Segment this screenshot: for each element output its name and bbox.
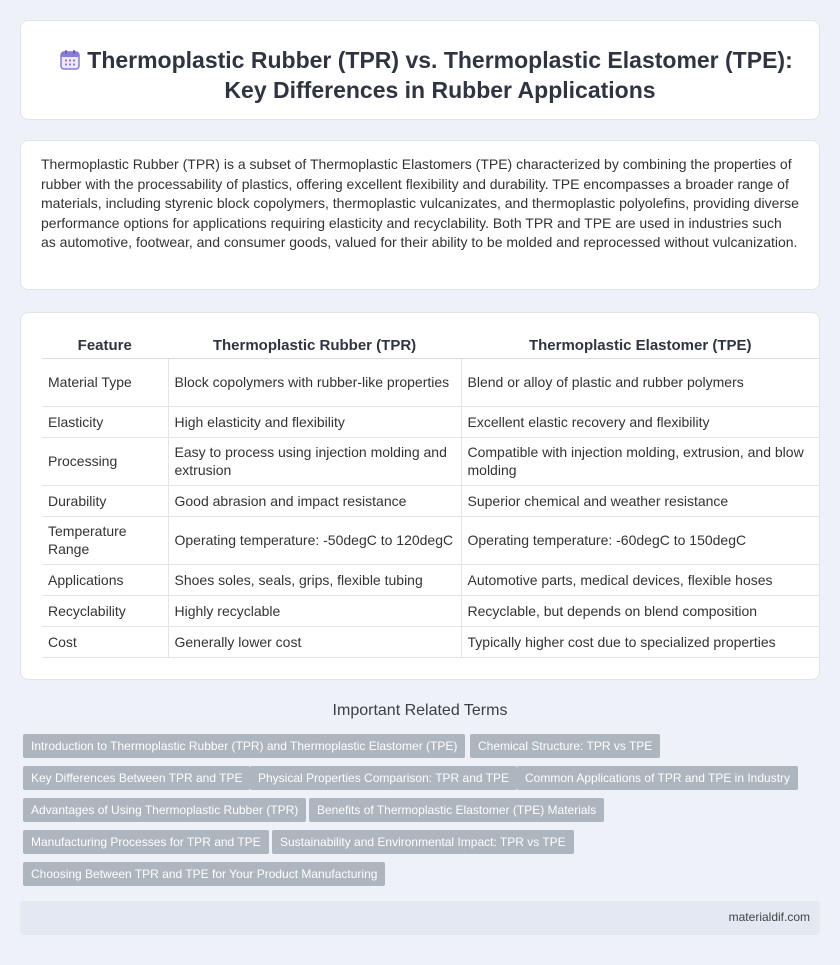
cell-tpe: Blend or alloy of plastic and rubber polymers [461,358,819,406]
comparison-table-card [20,312,820,680]
cell-tpr: Shoes soles, seals, grips, flexible tubing [168,564,461,595]
related-tag[interactable]: Manufacturing Processes for TPR and TPE [23,830,269,854]
table-header-row [42,333,819,358]
intro-paragraph: Thermoplastic Rubber (TPR) is a subset of Thermoplastic Elastomers (TPE) characterized by combining the properties of rubber with the processability of plastics, offering excellent flexibility and durability. TPE encompasses a broader range of materials, including styrenic block copolymers, thermoplastic vulcanizates, and thermoplastic polyolefins, providing diverse performance options for applications requiring elasticity and recyclability. Both TPR and TPE are used in industries such as automotive, footwear, and consumer goods, valued for their ability to be molded and reprocessed without vulcanization. [41,156,799,251]
cell-tpe: Recyclable, but depends on blend composition [461,595,819,626]
table-row [42,626,819,657]
cell-tpr: Easy to process using injection molding and extrusion [168,437,461,485]
cell-tpr: High elasticity and flexibility [168,406,461,437]
related-terms-title: Important Related Terms [332,702,508,719]
header-card [20,20,820,120]
cell-feature: Processing [42,437,168,485]
cell-tpr: Operating temperature: -50degC to 120degC [168,516,461,564]
calendar-icon [59,49,81,71]
cell-feature: Temperature Range [42,516,168,564]
table-row [42,516,819,564]
cell-tpr: Highly recyclable [168,595,461,626]
cell-tpe: Typically higher cost due to specialized properties [461,626,819,657]
footer-bar [20,901,820,935]
related-tag[interactable]: Sustainability and Environmental Impact: TPR vs TPE [272,830,574,854]
cell-tpe: Superior chemical and weather resistance [461,485,819,516]
title-line-2: Key Differences in Rubber Applications [224,77,656,103]
table-row [42,485,819,516]
related-tag[interactable]: Key Differences Between TPR and TPE [23,766,250,790]
related-tag[interactable]: Benefits of Thermoplastic Elastomer (TPE) Materials [309,798,604,822]
related-tag[interactable]: Choosing Between TPR and TPE for Your Product Manufacturing [23,862,385,886]
cell-feature: Recyclability [42,595,168,626]
related-tag[interactable]: Advantages of Using Thermoplastic Rubber (TPR) [23,798,306,822]
related-tag[interactable]: Chemical Structure: TPR vs TPE [470,734,660,758]
header-tpe: Thermoplastic Elastomer (TPE) [461,333,819,358]
cell-tpe: Automotive parts, medical devices, flexible hoses [461,564,819,595]
page-title [21,45,819,105]
title-text [21,45,819,105]
header-tpr: Thermoplastic Rubber (TPR) [168,333,461,358]
footer-site-link[interactable]: materialdif.com [728,910,810,924]
table-row [42,595,819,626]
cell-feature: Cost [42,626,168,657]
cell-feature: Material Type [42,358,168,406]
related-tag[interactable]: Physical Properties Comparison: TPR and TPE [250,766,517,790]
cell-feature: Elasticity [42,406,168,437]
related-tag[interactable]: Common Applications of TPR and TPE in Industry [517,766,798,790]
table-row [42,406,819,437]
cell-feature: Applications [42,564,168,595]
table-row [42,437,819,485]
comparison-table [42,333,819,658]
cell-tpe: Operating temperature: -60degC to 150degC [461,516,819,564]
cell-feature: Durability [42,485,168,516]
cell-tpr: Block copolymers with rubber-like properties [168,358,461,406]
table-row [42,564,819,595]
cell-tpr: Good abrasion and impact resistance [168,485,461,516]
intro-card [20,140,820,290]
cell-tpe: Compatible with injection molding, extrusion, and blow molding [461,437,819,485]
cell-tpr: Generally lower cost [168,626,461,657]
table-row [42,358,819,406]
cell-tpe: Excellent elastic recovery and flexibility [461,406,819,437]
related-tag[interactable]: Introduction to Thermoplastic Rubber (TPR) and Thermoplastic Elastomer (TPE) [23,734,465,758]
header-feature: Feature [42,333,168,358]
title-line-1: Thermoplastic Rubber (TPR) vs. Thermoplastic Elastomer (TPE): [87,47,793,73]
